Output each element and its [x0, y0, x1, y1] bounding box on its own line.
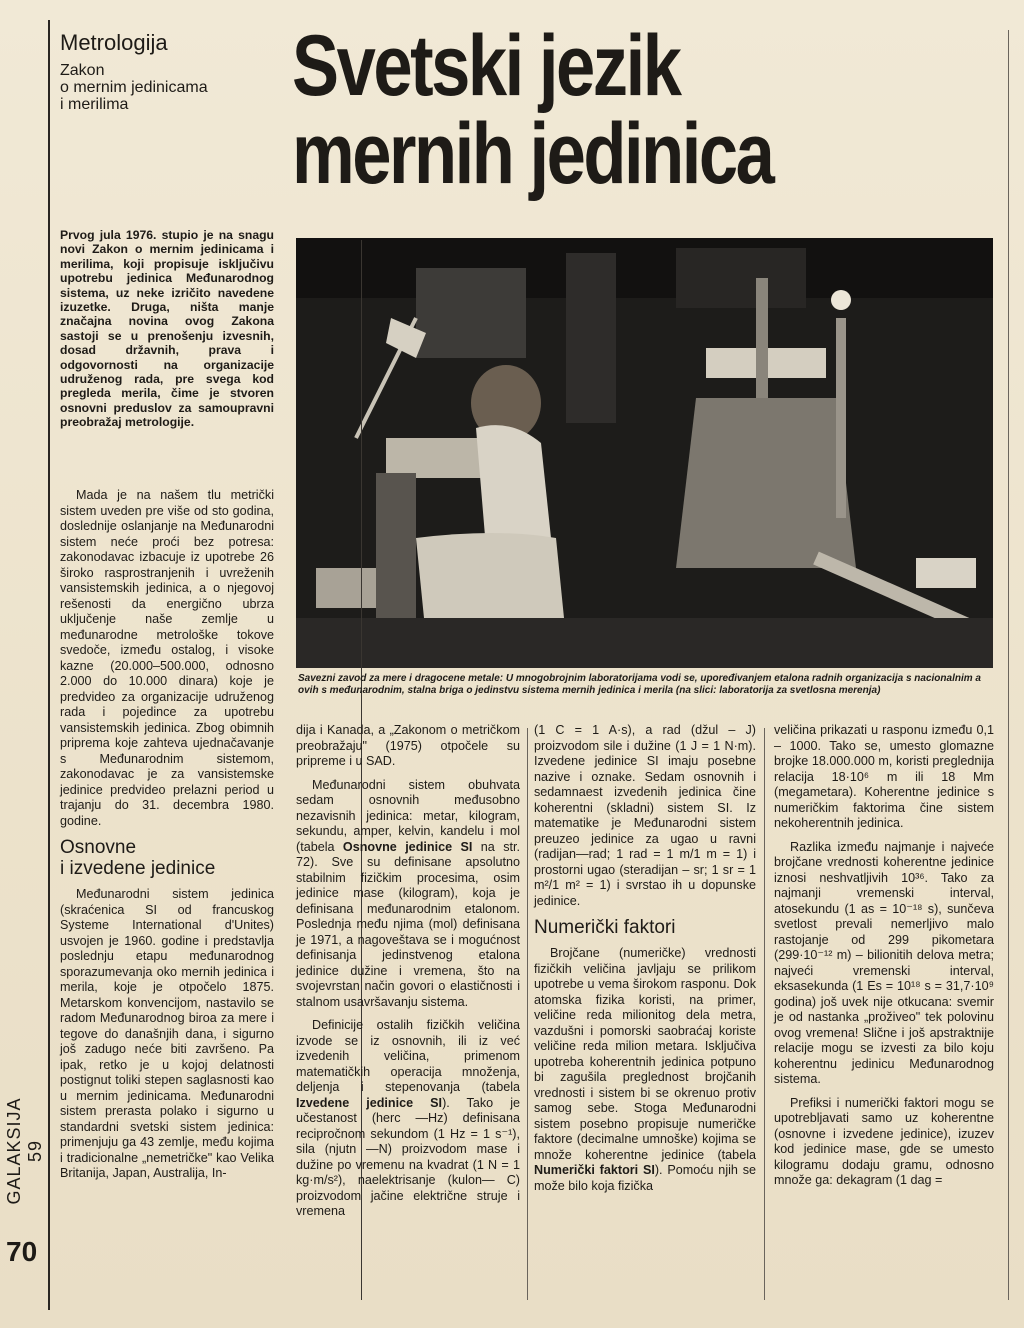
section-title: Metrologija [60, 30, 168, 55]
col3-paragraph-2 [534, 946, 756, 1194]
col2-paragraph-2 [296, 778, 520, 1011]
section-label [60, 30, 280, 113]
col1-paragraph-2: Međunarodni sistem jedinica (skraćenica SI od francuskog Systeme International d'Unites) usvojen je 1960. godine i predstavlja poslednju etapu međunarodnog sporazumevanja oko mernih jedinica i merila, koje je otpočelo 1875. Metarskom konvencijom, nastavilo se radom Međunarodnog biroa za mere i tegove do današnjih dana, i sigurno još zadugo neće biti završeno. Pa ipak, retko je u kojoj delatnosti postignut toliki stepen saglasnosti kao u mernim jedinicama. Međunarodni sistem prerasta polako i sigurno u standardni svetski sistem jedinica: primenjuju ga 43 zemlje, među kojima i tradicionalne „nemetričke" kao Velika Britanija, Japan, Australija, In- [60, 887, 274, 1180]
magazine-name: GALAKSIJA 59 [4, 1097, 45, 1205]
column-2 [296, 723, 520, 1228]
col2-p2-text-c: na str. 72). Sve su definisane apsolutno stabilnim fizičkim procesima, osim jedinice mase (kilogram), koja je definisana međunarodnim etalonom. Poslednja među njima (mol) definisana je 1971, a nagoveštava se i mogućnost definisanja jedinstvenog etalona jedinice dužine i vremena, što na svojevrstan način govori o elastičnosti i stalnom usavršavanju sistema. [296, 839, 520, 1009]
col3-p2-text-a: Brojčane (numeričke) vrednosti fizičkih veličina javljaju se prilikom upotrebe u vema širokom rasponu. Dok atomska fizika koristi, na primer, veličine reda milionitog dela metra, vazdušni i pomorski saobraćaj koriste veličine reda milion metara. Isključiva upotreba koherentnih jedinica potpuno bi zagušila preglednost brojčanih vrednosti i sistem bi se okrenuo protiv samog sebe. Stoga Međunarodni sistem posebno propisuje numeričke faktore (decimalne umnoške) kojima se množe koherentne jedinice (tabela [534, 946, 756, 1162]
photo-caption: Savezni zavod za mere i dragocene metale: U mnogobrojnim laboratorijama vodi se, upoređivanjem etalona radnih organizacija s nacionalnim a ovih s međunarodnim, stalna briga o jedinstvu sistema mernih jedinica i merila (na slici: laboratorija za svetlosna merenja) [298, 673, 981, 696]
col3-subhead: Numerički faktori [534, 917, 676, 938]
col2-p2-table-ref: Osnovne jedinice SI [342, 839, 473, 854]
column-1 [60, 488, 274, 1190]
lead-text: Prvog jula 1976. stupio je na snagu novi Zakon o mernim jedinicama i merilima, koji propisuje isključivu upotrebu jedinica Međunarodnog sistema, uz neke izričito navedene izuzetke. Druga, ništa manje značajna novina ovog Zakona sastoji se u prenošenju izvesnih, dosad državnih, prava i odgovornosti na organizacije udruženog rada, pre svega kod pregleda merila, čime je stvoren osnovni preduslov za samoupravni preobražaj metrologije. [60, 228, 274, 430]
page-number: 70 [6, 1236, 38, 1267]
col2-p3-table-ref: Izvedene jedinice SI [296, 1095, 443, 1110]
column-divider-2 [764, 728, 765, 1300]
headline-line-2: mernih jedinica [292, 106, 773, 202]
col1-paragraph-1: Mada je na našem tlu metrički sistem uveden pre više od sto godina, doslednije oslanjanje na Međunarodni sistem neće proći bez potresa: zakonodavac izbacuje iz upotrebe 26 široko rasprostranjenih i uvreženih vansistemskih jedinica, a o njegovoj rešenosti da energično ubrza uključenje naše zemlje u međunarodne metrološke tokove svedoče, između ostalog, i visoke kazne (20.000–500.000, odnosno 2.000 do 10.000 dinara) koje je predvideo za organizacije udruženog rada i pojedince za upotrebu vansistemskih jedinica. Zbog obimnih priprema koje zahteva ujednačavanje s Međunarodnim sistemom, zakonodavac je za vansistemske jedinice predvideo prelazni period u trajanju do 31. decembra 1980. godine. [60, 488, 274, 828]
col4-paragraph-3: Prefiksi i numerički faktori mogu se upotrebljavati samo uz koherentne (osnovne i izvedene jedinice), izuzev kod jedinice mase, gde se umesto kilogramu dodaju gramu, odnosno množe ga: dekagram (1 dag = [774, 1095, 994, 1187]
headline [292, 18, 992, 202]
column-3 [534, 723, 756, 1202]
col2-p2-text-a: Međunarodni sistem obuhvata sedam osnovnih međusobno nezavisnih jedinica: metar, kilogram, sekundu, amper, kelvin, kandelu i mol (tabela [296, 777, 520, 854]
col4-paragraph-2: Razlika između najmanje i najveće brojčane vrednosti koherentne jedinice iznosi neshvatljivih 10³⁶. Tako za najmanji vremenski interval, atosekundu (1 as = 10⁻¹⁸ s), sunčeva svetlost prevali nemerljivo malo rastojanje od 299 pikometara (299·10⁻¹² m) – bilionitih delova metra; najveći vremenski interval, eksasekunda (1 Es = 10¹⁸ s = 31,7·10⁹ godina) još uvek nije otkucana: svemir je od nastanka „proživeo" tek polovinu ovog vremena! Slične i još apstraktnije relacije mogu se izvesti za bilo koju koherentnu jedinicu Međunarodnog sistema. [774, 839, 994, 1086]
lead-paragraph [60, 228, 274, 430]
col3-p2-text-c: ). Pomoću njih se može bilo koja fizička [534, 1163, 756, 1193]
column-4 [774, 723, 994, 1197]
photo-illustration [296, 238, 993, 668]
column-divider-1 [527, 728, 528, 1300]
headline-line-1: Svetski jezik [292, 18, 680, 114]
col3-p2-table-ref: Numerički faktori SI [534, 1163, 655, 1177]
col2-p3-text-c: ). Tako je učestanost (herc —Hz) definisana recipročnom sekundom (1 Hz = 1 s⁻¹), sila (njutn —N) proizvodom mase i dužine po vremenu na kvadrat (1 N = 1 kg·m/s²), naelektrisanje (kulon— C) proizvodom jačine električne struje i vremena [296, 1095, 520, 1218]
col4-paragraph-1: veličina prikazati u rasponu između 0,1 – 1000. Tako se, umesto glomazne brojke 18.000.000 m, koristi preglednija relacija 18·10⁶ m ili 18 Mm (megametara). Koherentne jedinice s numeričkim faktorima čine sistem nekoherentnih jedinica. [774, 723, 994, 830]
section-subtitle: Zakon o mernim jedinicama i merilima [60, 62, 208, 113]
laboratory-photo [296, 238, 993, 668]
right-rule [1008, 30, 1009, 1300]
col3-paragraph-1: (1 C = 1 A·s), a rad (džul – J) proizvodom sile i dužine (1 J = 1 N·m). Izvedene jedinice SI imaju posebne nazive i oznake. Sedam osnovnih i sedamnaest izvedenih jedinica čine koherentni (skladni) sistem SI. Iz matematike je Međunarodni sistem preuzeo jedinice za ugao u ravni (radijan—rad; 1 rad = 1 m/1 m = 1) i prostorni ugao (steradijan – sr; 1 sr = 1 m²/1 m² = 1) i svrstao ih u dopunske jedinice. [534, 723, 756, 908]
left-rule [48, 20, 50, 1310]
col1-subhead: Osnovne i izvedene jedinice [60, 837, 216, 879]
col2-p3-text-a: Definicije ostalih fizičkih veličina izvode se iz osnovnih, ili iz već izvedenih veličina, primenom matematičkih operacija množenja, deljenja i stepenovanja (tabela [296, 1018, 520, 1094]
col2-paragraph-1: dija i Kanada, a „Zakonom o metričkom preobražaju" (1975) otpočele su pripreme i u SAD. [296, 723, 520, 768]
col2-paragraph-3 [296, 1018, 520, 1220]
